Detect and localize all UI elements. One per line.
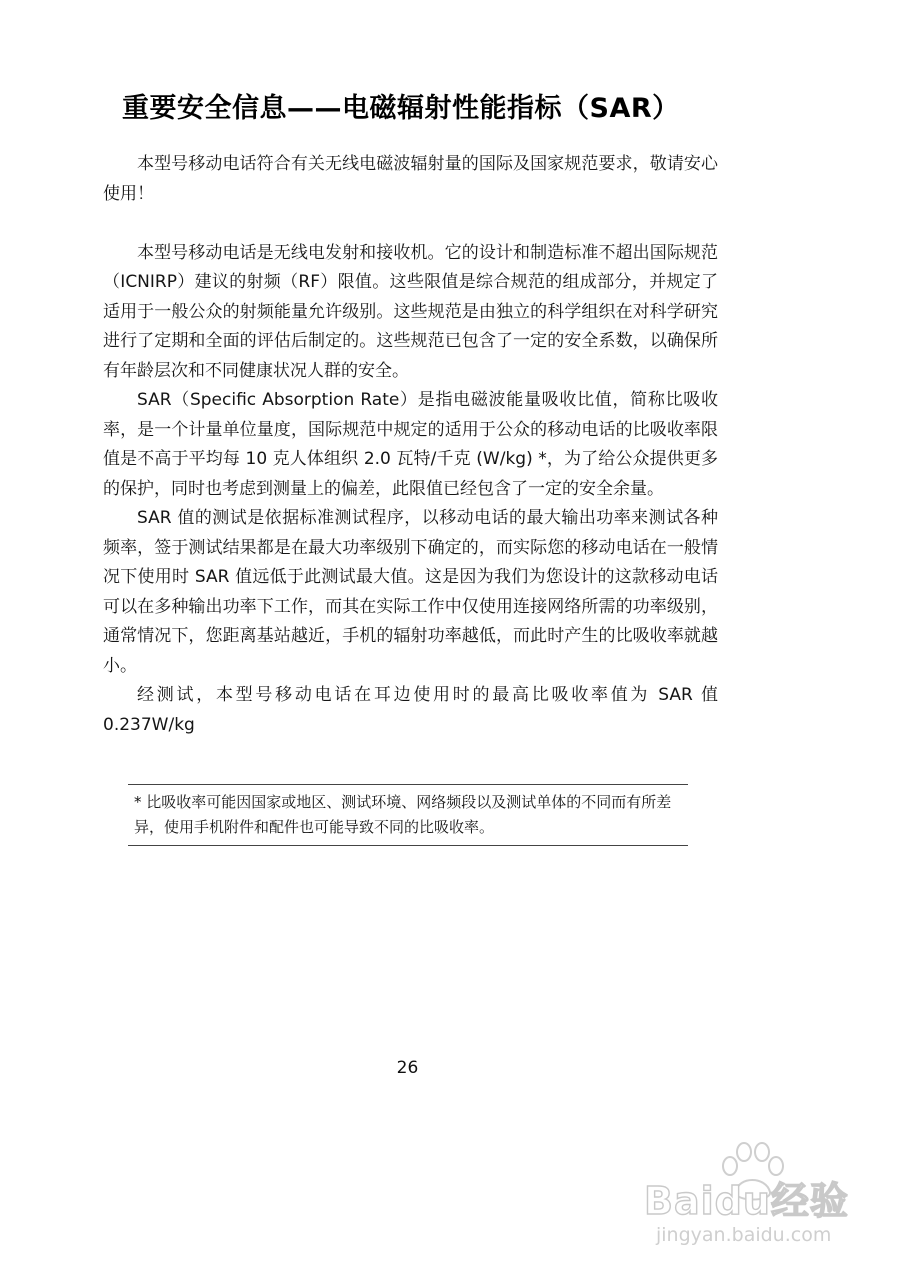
watermark-url: jingyan.baidu.com — [656, 1224, 832, 1246]
watermark-brand: Baidu经验 — [644, 1179, 849, 1223]
paragraph-intro: 本型号移动电话符合有关无线电磁波辐射量的国际及国家规范要求，敬请安心使用！ — [103, 154, 718, 204]
paragraph-test-result: 经测试，本型号移动电话在耳边使用时的最高比吸收率值为 SAR 值 0.237W/kg — [103, 685, 718, 735]
paragraph-gap — [103, 209, 718, 239]
baidu-watermark — [640, 1140, 880, 1270]
footnote: * 比吸收率可能因国家或地区、测试环境、网络频段以及测试单体的不同而有所差异，使用手机附件和配件也可能导致不同的比吸收率。 — [128, 784, 688, 846]
body-text — [103, 150, 718, 740]
paragraph-design: 本型号移动电话是无线电发射和接收机。它的设计和制造标准不超出国际规范（ICNIRP）建议的射频（RF）限值。这些限值是综合规范的组成部分，并规定了适用于一般公众的射频能量允许级别。这些规范是由独立的科学组织在对科学研究进行了定期和全面的评估后制定的。这些规范已包含了一定的安全系数，以确保所有年龄层次和不同健康状况人群的安全。 — [103, 242, 718, 381]
paragraph-sar-definition: SAR（Specific Absorption Rate）是指电磁波能量吸收比值，简称比吸收率，是一个计量单位量度，国际规范中规定的适用于公众的移动电话的比吸收率限值是不高于平均每 10 克人体组织 2.0 瓦特/千克 (W/kg) *，为了给公众提供更多的保护，同时也考虑到测量上的偏差，此限值已经包含了一定的安全余量。 — [103, 390, 718, 499]
paragraph-sar-testing: SAR 值的测试是依据标准测试程序，以移动电话的最大输出功率来测试各种频率，签于测试结果都是在最大功率级别下确定的，而实际您的移动电话在一般情况下使用时 SAR 值远低于此测试最大值。这是因为我们为您设计的这款移动电话可以在多种输出功率下工作，而其在实际工作中仅使用连接网络所需的功率级别，通常情况下，您距离基站越近，手机的辐射功率越低，而此时产生的比吸收率就越小。 — [103, 508, 718, 676]
page-number: 26 — [396, 1058, 419, 1078]
page-title: 重要安全信息——电磁辐射性能指标（SAR） — [122, 93, 680, 124]
